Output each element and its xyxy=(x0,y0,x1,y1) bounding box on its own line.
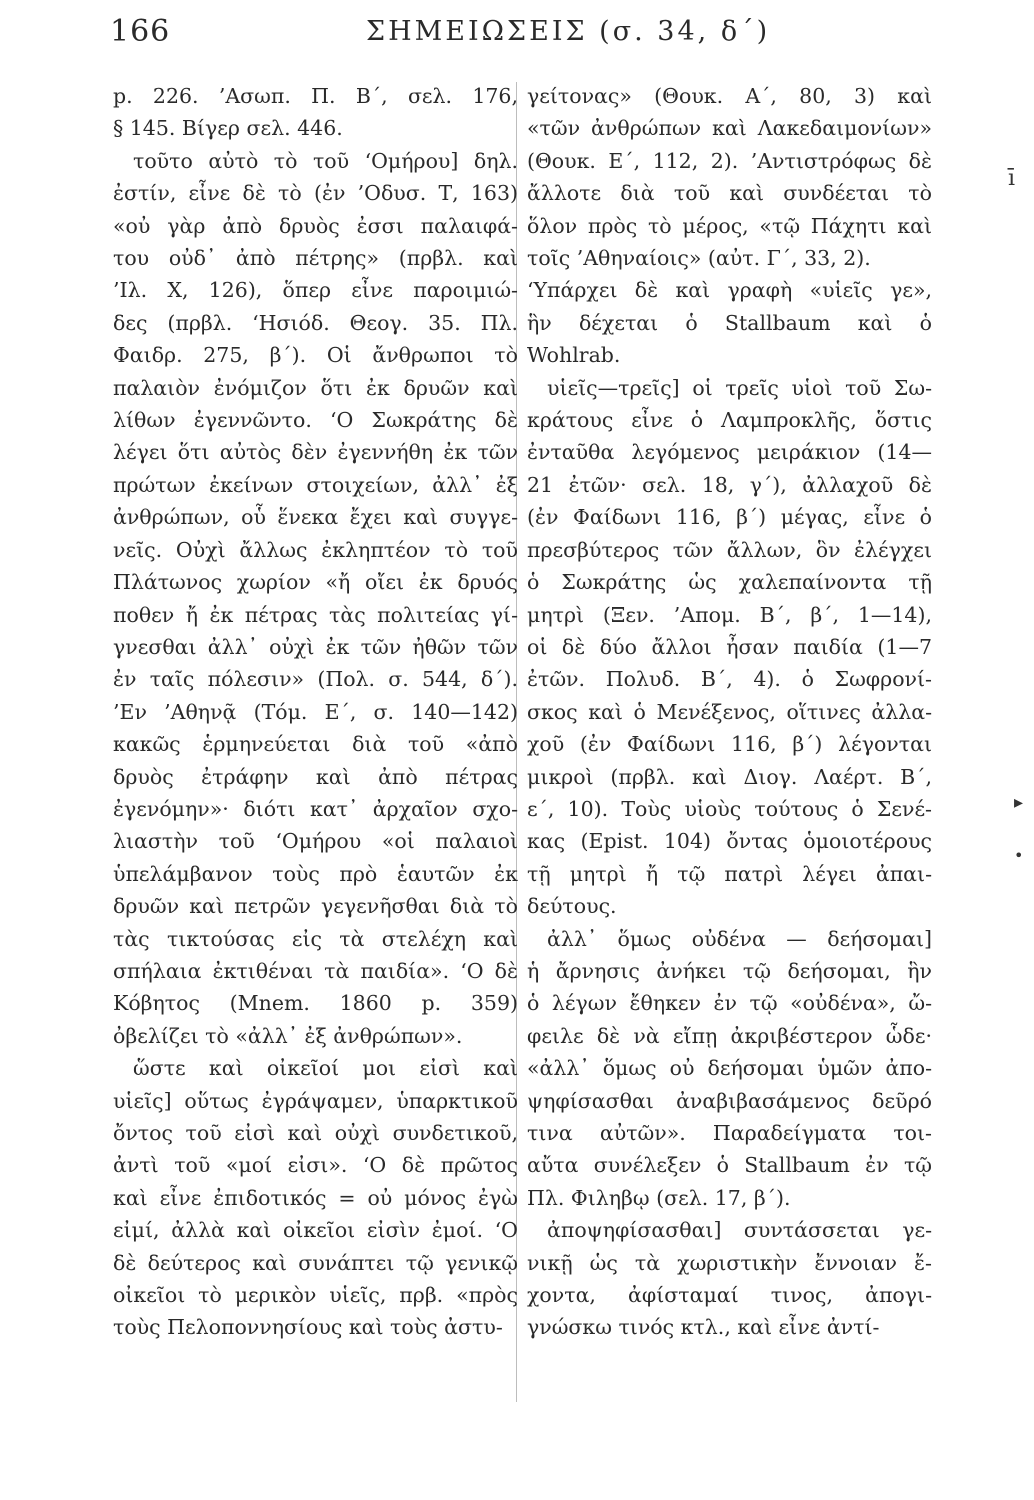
text-line: ὅλον πρὸς τὸ μέρος, «τῷ Πάχητι καὶ xyxy=(527,213,932,238)
text-line: ἐνταῦθα λεγόμενος μειράκιον (14— xyxy=(527,440,932,465)
text-line: Φαιδρ. 275, β΄). Οἱ ἄνθρωποι τὸ xyxy=(113,343,518,368)
text-line: (ἐν Φαίδωνι 116, β΄) μέγας, εἶνε ὁ xyxy=(527,505,932,530)
text-line: υἱεῖς—τρεῖς] οἱ τρεῖς υἱοὶ τοῦ Σω- xyxy=(547,375,932,400)
text-line: γείτονας» (Θουκ. Α΄, 80, 3) καὶ xyxy=(527,84,932,108)
text-line: γνεσθαι ἀλλ᾽ οὐχὶ ἐκ τῶν ἠθῶν τῶν xyxy=(113,634,518,659)
text-line: ψηφίσασθαι ἀναβιβασάμενος δεῦρό xyxy=(527,1088,932,1113)
text-line: σπήλαια ἐκτιθέναι τὰ παιδία». ‘Ο δὲ xyxy=(113,958,518,983)
text-line: χοῦ (ἐν Φαίδωνι 116, β΄) λέγονται xyxy=(527,732,932,757)
text-line: πρεσβύτερος τῶν ἄλλων, ὃν ἐλέγχει xyxy=(527,537,932,562)
text-line: εἰμί, ἀλλὰ καὶ οἰκεῖοι εἰσὶν ἐμοί. ‘Ο xyxy=(113,1218,518,1243)
right-column xyxy=(527,80,932,1344)
text-line: γνώσκω τινός κτλ., καὶ εἶνε ἀντί- xyxy=(527,1315,880,1340)
text-line: p. 226. ’Ασωπ. Π. Β΄, σελ. 176, xyxy=(113,84,518,108)
text-line: οἱ δὲ δύο ἄλλοι ἦσαν παιδία (1—7 xyxy=(527,634,932,659)
text-line: χοντα, ἀφίσταμαί τινος, ἀπογι- xyxy=(527,1283,932,1308)
text-line: καὶ εἶνε ἐπιδοτικός = οὐ μόνος ἐγὼ xyxy=(113,1185,518,1210)
text-line: λέγει ὅτι αὐτὸς δὲν ἐγεννήθη ἐκ τῶν xyxy=(113,440,518,465)
text-line: νεῖς. Οὐχὶ ἄλλως ἐκληπτέον τὸ τοῦ xyxy=(113,537,518,562)
text-line: § 145. Βίγερ σελ. 446. xyxy=(113,116,343,141)
text-line: δρυὸς ἐτράφην καὶ ἀπὸ πέτρας xyxy=(113,764,518,789)
text-line: 21 ἐτῶν· σελ. 18, γ΄), ἀλλαχοῦ δὲ xyxy=(527,472,932,497)
text-line: ἀποψηφίσασθαι] συντάσσεται γε- xyxy=(547,1218,932,1243)
margin-mark: ▸ xyxy=(1014,792,1024,813)
text-line: «τῶν ἀνθρώπων καὶ Λακεδαιμονίων» xyxy=(527,116,932,141)
text-line: μικροὶ (πρβλ. καὶ Διογ. Λαέρτ. Β΄, xyxy=(527,764,932,789)
text-line: οἰκεῖοι τὸ μερικὸν υἱεῖς, πρβ. «πρὸς xyxy=(113,1283,518,1308)
text-line: λιαστὴν τοῦ ‘Ομήρου «οἱ παλαιοὶ xyxy=(113,829,518,854)
text-line: δὲ δεύτερος καὶ συνάπτει τῷ γενικῷ xyxy=(113,1250,518,1275)
text-line: ἀνθρώπων, οὗ ἕνεκα ἔχει καὶ συγγε- xyxy=(113,505,518,530)
text-line: ὄντος τοῦ εἰσὶ καὶ οὐχὶ συνδετικοῦ, xyxy=(113,1121,518,1145)
text-line: τὰς τικτούσας εἰς τὰ στελέχη καὶ xyxy=(113,926,518,951)
text-line: φειλε δὲ νὰ εἴπῃ ἀκριβέστερον ὧδε· xyxy=(527,1023,932,1048)
text-line: σκος καὶ ὁ Μενέξενος, οἵτινες ἀλλα- xyxy=(527,699,932,724)
text-line: «ἀλλ᾽ ὅμως οὐ δεήσομαι ὑμῶν ἀπο- xyxy=(527,1056,932,1081)
page-header xyxy=(110,14,940,58)
text-line: ἐστίν, εἶνε δὲ τὸ (ἐν ’Οδυσ. Τ, 163) xyxy=(113,181,518,206)
text-line: δρυῶν καὶ πετρῶν γεγενῆσθαι διὰ τὸ xyxy=(113,894,518,919)
text-line: ’Ιλ. Χ, 126), ὅπερ εἶνε παροιμιώ- xyxy=(113,278,518,303)
text-line: Κόβητος (Mnem. 1860 p. 359) xyxy=(113,991,518,1016)
text-line: παλαιὸν ἐνόμιζον ὅτι ἐκ δρυῶν καὶ xyxy=(113,375,518,400)
text-line: τοῦτο αὐτὸ τὸ τοῦ ‘Ομήρου] δηλ. xyxy=(133,148,518,173)
text-line: τῇ μητρὶ ἤ τῷ πατρὶ λέγει ἀπαι- xyxy=(527,861,932,886)
text-line: ἄλλοτε διὰ τοῦ καὶ συνδέεται τὸ xyxy=(527,181,932,206)
text-line: ἀντὶ τοῦ «μοί εἰσι». ‘Ο δὲ πρῶτος xyxy=(113,1153,518,1178)
page-number: 166 xyxy=(110,14,171,49)
text-line: νικῇ ὡς τὰ χωριστικὴν ἔννοιαν ἔ- xyxy=(527,1250,932,1275)
text-line: ὁ λέγων ἔθηκεν ἐν τῷ «οὐδένα», ὤ- xyxy=(527,991,932,1016)
text-line: ε΄, 10). Τοὺς υἱοὺς τούτους ὁ Σενέ- xyxy=(527,796,932,821)
text-line: κας (Epist. 104) ὄντας ὁμοιοτέρους xyxy=(527,829,932,854)
text-line: τοῖς ’Αθηναίοις» (αὐτ. Γ΄, 33, 2). xyxy=(527,246,871,271)
text-line: Πλ. Φιληβῳ (σελ. 17, β΄). xyxy=(527,1185,791,1210)
text-line: κακῶς ἑρμηνεύεται διὰ τοῦ «ἀπὸ xyxy=(113,732,518,757)
text-line: δες (πρβλ. ‘Ησιόδ. Θεογ. 35. Πλ. xyxy=(113,310,518,335)
text-line: τινα αὐτῶν». Παραδείγματα τοι- xyxy=(527,1121,932,1145)
text-line: ‘Υπάρχει δὲ καὶ γραφὴ «υἱεῖς γε», xyxy=(527,278,932,303)
text-line: δεύτους. xyxy=(527,894,617,919)
text-line: Wohlrab. xyxy=(527,343,621,368)
text-line: υἱεῖς] οὕτως ἐγράψαμεν, ὑπαρκτικοῦ xyxy=(113,1088,518,1113)
text-line: ὀβελίζει τὸ «ἀλλ᾽ ἐξ ἀνθρώπων». xyxy=(113,1023,463,1048)
text-line: ’Εν ’Αθηνᾷ (Τόμ. Ε΄, σ. 140—142) xyxy=(113,699,518,724)
text-line: «οὐ γὰρ ἀπὸ δρυὸς ἐσσι παλαιφά- xyxy=(113,213,518,238)
text-line: ἐν ταῖς πόλεσιν» (Πολ. σ. 544, δ΄). xyxy=(113,667,518,692)
text-line: ἣν δέχεται ὁ Stallbaum καὶ ὁ xyxy=(527,310,932,335)
margin-mark: ī xyxy=(1008,166,1016,191)
margin-mark: • xyxy=(1014,846,1024,865)
text-line: ἀλλ᾽ ὅμως οὐδένα — δεήσομαι] xyxy=(547,926,932,951)
text-line: ὁ Σωκράτης ὡς χαλεπαίνοντα τῇ xyxy=(527,570,932,595)
text-line: ποθεν ἤ ἐκ πέτρας τὰς πολιτείας γί- xyxy=(113,602,518,627)
text-line: λίθων ἐγεννῶντο. ‘Ο Σωκράτης δὲ xyxy=(113,408,518,433)
text-line: ἐγενόμην»· διότι κατ᾽ ἀρχαῖον σχο- xyxy=(113,796,518,821)
text-line: κράτους εἶνε ὁ Λαμπροκλῆς, ὅστις xyxy=(527,408,932,433)
text-line: αὔτα συνέλεξεν ὁ Stallbaum ἐν τῷ xyxy=(527,1153,932,1178)
running-head: ΣΗΜΕΙΩΣΕΙΣ (σ. 34, δ΄) xyxy=(366,16,771,47)
text-line: του οὐδ᾽ ἀπὸ πέτρης» (πρβλ. καὶ xyxy=(113,246,518,271)
left-column xyxy=(113,80,518,1344)
text-line: ὥστε καὶ οἰκεῖοί μοι εἰσὶ καὶ xyxy=(133,1056,518,1081)
text-line: μητρὶ (Ξεν. ’Απομ. Β΄, β΄, 1—14), xyxy=(527,602,932,627)
text-line: ἐτῶν. Πολυδ. Β΄, 4). ὁ Σωφρονί- xyxy=(527,667,932,692)
text-line: (Θουκ. Ε΄, 112, 2). ’Αντιστρόφως δὲ xyxy=(527,148,932,173)
text-line: Πλάτωνος χωρίον «ἤ οἴει ἐκ δρυός xyxy=(113,570,518,595)
text-line: πρώτων ἐκείνων στοιχείων, ἀλλ᾽ ἐξ xyxy=(113,472,518,497)
text-line: τοὺς Πελοποννησίους καὶ τοὺς ἀστυ- xyxy=(113,1315,503,1340)
text-line: ὑπελάμβανον τοὺς πρὸ ἑαυτῶν ἐκ xyxy=(113,861,518,886)
text-line: ἡ ἄρνησις ἀνήκει τῷ δεήσομαι, ἣν xyxy=(527,958,932,983)
